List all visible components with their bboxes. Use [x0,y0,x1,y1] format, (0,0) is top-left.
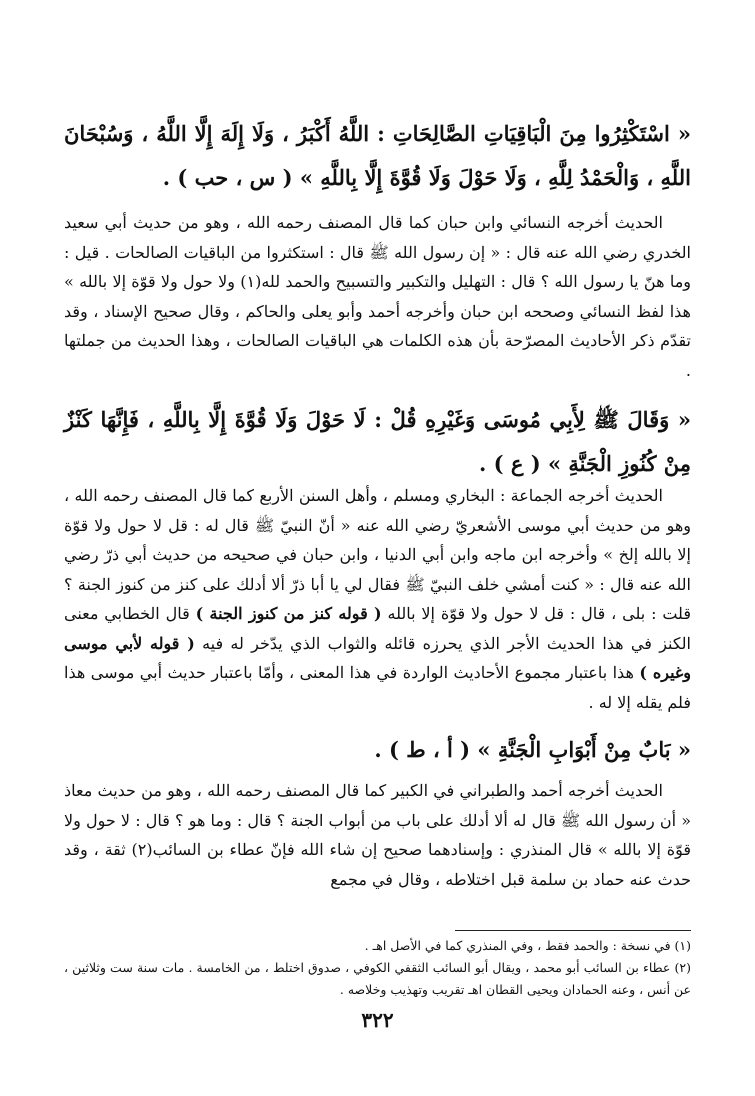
hadith-text-2: « وَقَالَ ﷺ لِأَبِي مُوسَى وَغَيْرِهِ قُلْ : لَا حَوْلَ وَلَا قُوَّةَ إِلَّا بِاللَّهِ ، فَإِنَّهَا كَنْزٌ مِنْ كُنُوزِ الْجَنَّةِ » ( ع ) . [64,407,691,476]
footnotes [64,935,691,1001]
footnote-divider [455,930,691,931]
commentary-paragraph-2 [64,481,691,717]
commentary-2-bold-2: ( قوله لأبي موسى وغيره ) [64,633,692,682]
hadith-text-3: « بَابٌ مِنْ أَبْوَابِ الْجَنَّةِ » ( أ ، ط ) . [374,737,691,762]
hadith-text-1: « اسْتَكْثِرُوا مِنَ الْبَاقِيَاتِ الصَّالِحَاتِ : اللَّهُ أَكْبَرُ ، وَلَا إِلَهَ إِلَّا اللَّهُ ، وَسُبْحَانَ اللَّهِ ، وَالْحَمْدُ لِلَّهِ ، وَلَا حَوْلَ وَلَا قُوَّةَ إِلَّا بِاللَّهِ » ( س ، حب ) . [64,121,691,190]
page-number: ٣٢٢ [361,1008,394,1032]
commentary-2-part-1: الحديث أخرجه الجماعة : البخاري ومسلم ، وأهل السنن الأربع كما قال المصنف رحمه الله ، وهو من حديث أبي موسى الأشعريّ رضي الله عنه « أنّ النبيّ ﷺ قال له : قل لا حول ولا قوّة إلا بالله إلخ » وأخرجه ابن ماجه وابن أبي الدنيا ، وابن حبان في صحيحه من حديث أبي ذرّ رضي الله عنه قال : « كنت أمشي خلف النبيّ ﷺ فقال لي يا أبا ذرّ ألا أدلك على كنز من كنوز الجنة ؟ قلت : بلى ، قال : قل لا حول ولا قوّة إلا بالله [64,486,692,623]
commentary-2-part-3: هذا باعتبار مجموع الأحاديث الواردة في هذا المعنى ، وأمّا باعتبار حديث أبي موسى هذا فلم يقله إلا له . [64,663,691,712]
commentary-paragraph-3: الحديث أخرجه أحمد والطبراني في الكبير كما قال المصنف رحمه الله ، وهو من حديث معاذ « أن رسول الله ﷺ قال له ألا أدلك على باب من أبواب الجنة ؟ قال : وما هو ؟ قال : لا حول ولا قوّة إلا بالله » قال المنذري : وإسنادهما صحيح إن شاء الله فإنّ عطاء بن السائب(٢) ثقة ، وقد حدث عنه حماد بن سلمة قبل اختلاطه ، وقال في مجمع [64,781,692,889]
commentary-2-bold-1: ( قوله كنز من كنوز الجنة ) [195,604,382,623]
commentary-2-part-2: قال الخطابي معنى الكنز في هذا الحديث الأجر الذي يحرزه قائله والثواب الذي يدّخر له فيه [64,604,691,653]
commentary-paragraph-1: الحديث أخرجه النسائي وابن حبان كما قال المصنف رحمه الله ، وهو من حديث أبي سعيد الخدري رضي الله عنه قال : « إن رسول الله ﷺ قال : استكثروا من الباقيات الصالحات . قيل : وما هنّ يا رسول الله ؟ قال : التهليل والتكبير والتسبيح والحمد لله(١) ولا حول ولا قوّة إلا بالله » هذا لفظ النسائي وصححه ابن حبان وأخرجه أحمد وأبو يعلى والحاكم ، وقال صحيح الإسناد ، وقد تقدّم ذكر الأحاديث المصرّحة بأن هذه الكلمات هي الباقيات الصالحات ، وهذا الحديث من جملتها . [64,213,692,380]
footnote-2: (٢) عطاء بن السائب أبو محمد ، ويقال أبو السائب الثقفي الكوفي ، صدوق اختلط ، من الخامسة . مات سنة ست وثلاثين ، عن أنس ، وعنه الحمادان ويحيى القطان اهـ تقريب وتهذيب وخلاصه . [64,960,691,997]
footnote-1: (١) في نسخة : والحمد فقط ، وفي المنذري كما في الأصل اهـ . [364,938,691,953]
